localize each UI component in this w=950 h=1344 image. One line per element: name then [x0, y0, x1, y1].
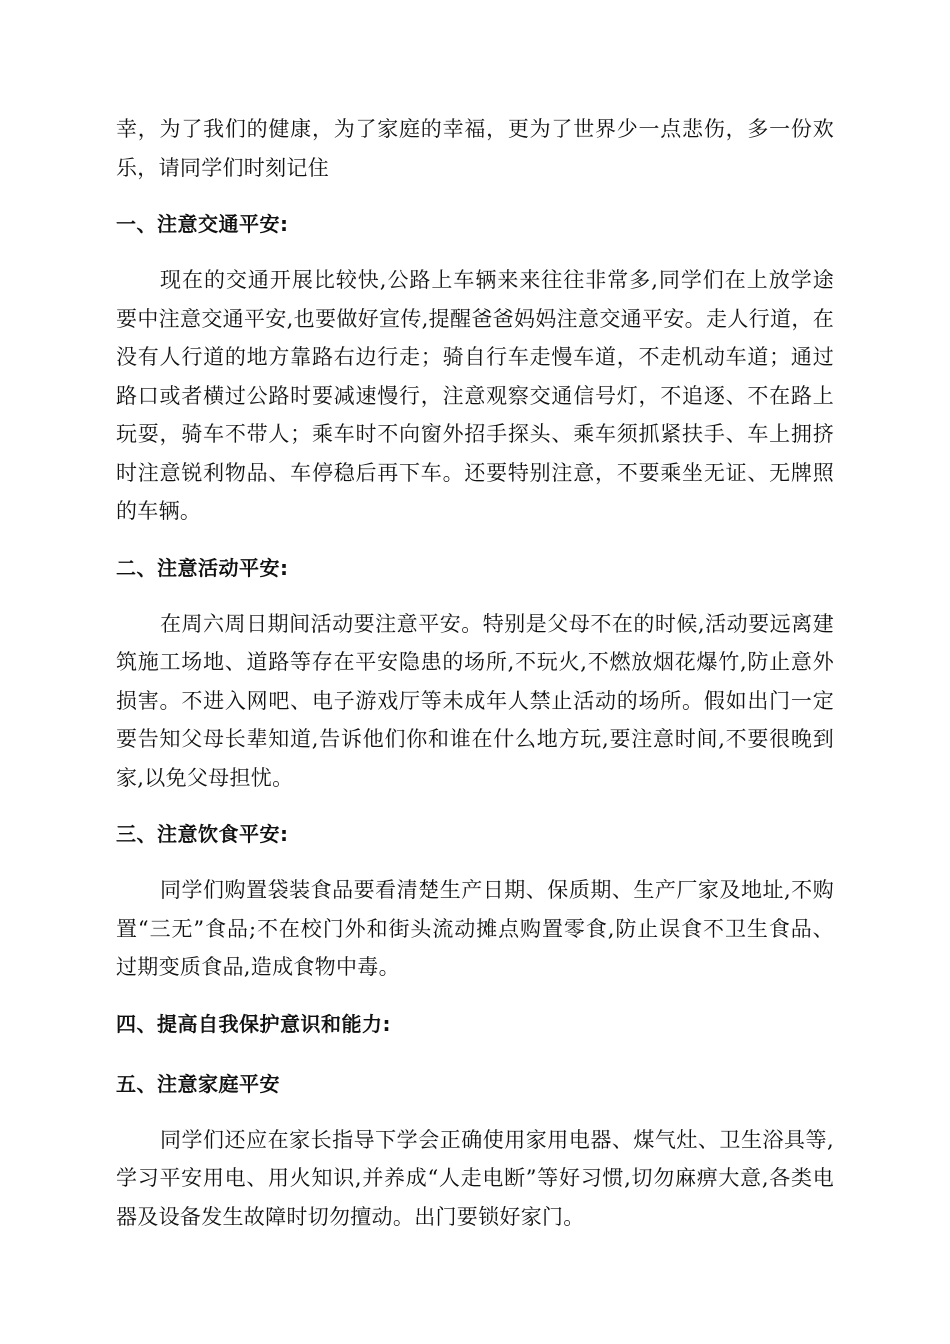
intro-paragraph: 幸，为了我们的健康，为了家庭的幸福，更为了世界少一点悲伤，多一份欢乐，请同学们时刻记住 — [116, 117, 834, 180]
section-heading-self-protection: 四、提高自我保护意识和能力: — [116, 1011, 391, 1036]
section-heading-food: 三、注意饮食平安: — [116, 822, 289, 846]
document-page — [116, 110, 834, 1236]
section-heading-activity: 二、注意活动平安: — [116, 555, 289, 580]
section-heading-home: 五、注意家庭平安 — [116, 1071, 280, 1096]
section-body-traffic: 现在的交通开展比较快,公路上车辆来来往往非常多,同学们在上放学途要中注意交通平安,也要做好宣传,提醒爸爸妈妈注意交通平安。走人行道，在没有人行道的地方靠路右边行走；骑自行车走慢车道，不走机动车道；通过路口或者横过公路时要减速慢行，注意观察交通信号灯，不追逐、不在路上玩耍，骑车不带人；乘车时不向窗外招手探头、乘车须抓紧扶手、车上拥挤时注意锐利物品、车停稳后再下车。还要特别注意，不要乘坐无证、无牌照的车辆。 — [116, 268, 834, 523]
section-body-home: 同学们还应在家长指导下学会正确使用家用电器、煤气灶、卫生浴具等,学习平安用电、用火知识,并养成“人走电断”等好习惯,切勿麻痹大意,各类电器及设备发生故障时切勿擅动。出门要锁好家门。 — [116, 1127, 834, 1229]
section-heading-traffic: 一、注意交通平安: — [116, 212, 289, 236]
section-body-activity: 在周六周日期间活动要注意平安。特别是父母不在的时候,活动要远离建筑施工场地、道路等存在平安隐患的场所,不玩火,不燃放烟花爆竹,防止意外损害。不进入网吧、电子游戏厅等未成年人禁止活动的场所。假如出门一定要告知父母长辈知道,告诉他们你和谁在什么地方玩,要注意时间,不要很晚到家,以免父母担忧。 — [116, 611, 834, 790]
section-body-food: 同学们购置袋装食品要看清楚生产日期、保质期、生产厂家及地址,不购置“三无”食品;不在校门外和街头流动摊点购置零食,防止误食不卫生食品、过期变质食品,造成食物中毒。 — [116, 878, 834, 979]
